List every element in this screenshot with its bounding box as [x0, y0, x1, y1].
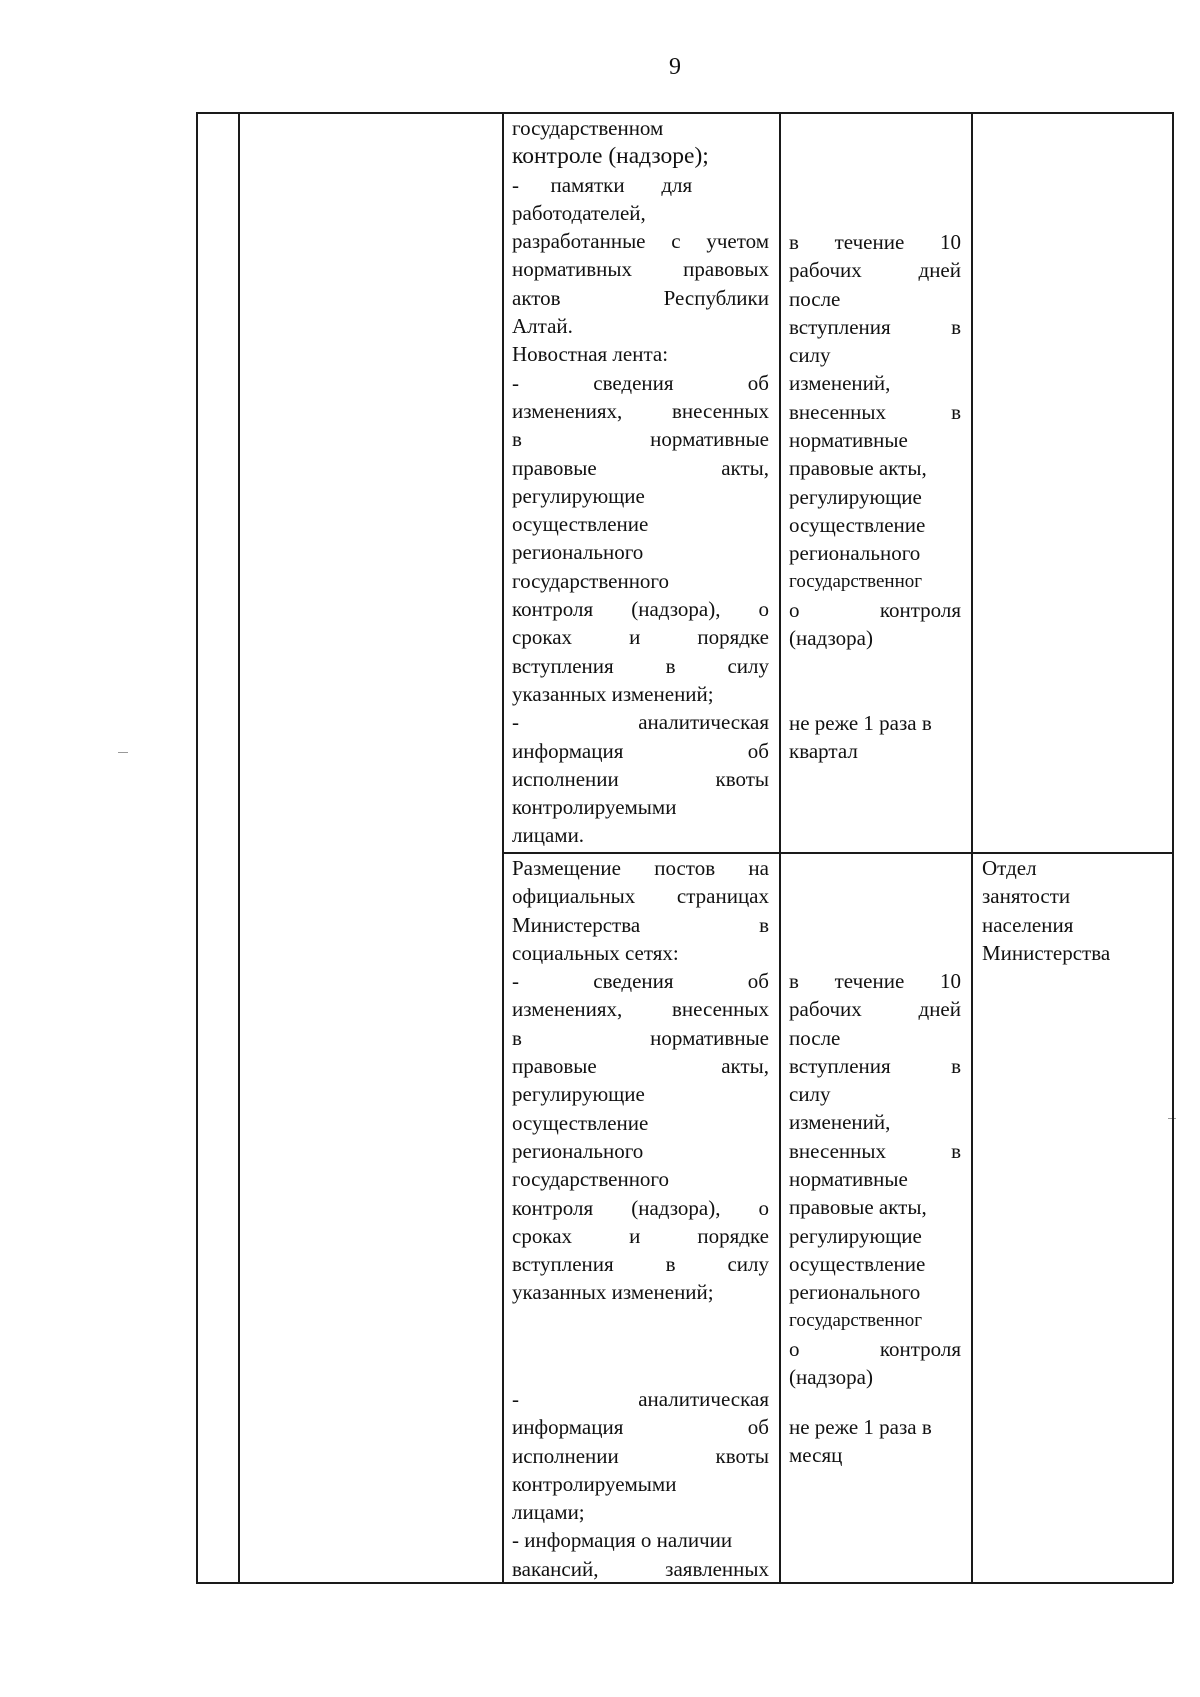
text-line: квартал [789, 739, 858, 764]
text-line: указанных изменений; [512, 1280, 714, 1305]
text-line: изменениях, внесенных [512, 997, 769, 1022]
text-line: изменений, [789, 371, 891, 396]
row2-frequency-cell [789, 1413, 961, 1470]
row1-content-cell [512, 114, 769, 850]
text-line: о контроля [789, 1336, 961, 1361]
text-line: исполнении квоты [512, 1443, 769, 1468]
text-line: регулирующие [789, 484, 922, 509]
text-line: изменениях, внесенных [512, 398, 769, 423]
text-line: исполнении квоты [512, 766, 769, 791]
text-line: внесенных в [789, 1138, 961, 1163]
text-line: контроля (надзора), о [512, 597, 769, 622]
text-line: в нормативные [512, 1025, 769, 1050]
text-line: - памятки для [512, 172, 693, 197]
column-border [1172, 112, 1174, 1583]
text-line: внесенных в [789, 399, 961, 424]
text-line: силу [789, 1082, 831, 1107]
text-line: регулирующие [512, 1082, 645, 1107]
text-line: государственного [512, 1167, 670, 1192]
text-line: государственног [789, 570, 923, 592]
text-line: силу [789, 343, 831, 368]
text-line: сроках и порядке [512, 625, 769, 650]
text-line: работодателей, [512, 200, 646, 225]
text-line: в нормативные [512, 427, 769, 452]
text-line: актов Республики [512, 285, 769, 310]
page-number: 9 [669, 54, 681, 80]
text-line: контроле (надзоре); [512, 143, 709, 170]
text-line: информация об [512, 1415, 769, 1440]
text-line: не реже 1 раза в [789, 1415, 932, 1439]
text-line: контролируемыми [512, 795, 677, 820]
text-line: указанных изменений; [512, 681, 714, 706]
column-border [971, 112, 973, 1583]
column-border [502, 112, 504, 1583]
text-line: - сведения об [512, 370, 769, 395]
text-line: вступления в силу [512, 1252, 769, 1277]
column-border [238, 112, 240, 1583]
text-line: правовые акты, [789, 1195, 927, 1220]
text-line: осуществление [512, 1110, 649, 1135]
row2-content-cell-continued [512, 1385, 769, 1583]
text-line: Отдел [982, 856, 1037, 880]
text-line: контроля (надзора), о [512, 1195, 769, 1220]
text-line: не реже 1 раза в [789, 711, 932, 735]
text-line: контролируемыми [512, 1471, 677, 1496]
text-line: после [789, 1025, 841, 1050]
text-line: регионального [789, 1280, 921, 1305]
column-border [196, 112, 198, 1583]
text-line: регионального [512, 540, 644, 565]
text-line: о контроля [789, 597, 961, 622]
text-line: - аналитическая [512, 1387, 769, 1411]
text-line: социальных сетях: [512, 940, 679, 965]
text-line: Алтай. [512, 314, 573, 339]
text-line: нормативные [789, 428, 908, 453]
text-line: месяц [789, 1443, 843, 1468]
text-line: Размещение постов на [512, 856, 769, 880]
text-line: регулирующие [789, 1223, 922, 1248]
text-line: - сведения об [512, 969, 769, 994]
text-line: лицами; [512, 1500, 585, 1525]
scan-mark [118, 752, 128, 753]
text-line: правовые акты, [512, 455, 769, 480]
text-line: осуществление [789, 512, 926, 537]
text-line: вакансий, заявленных [512, 1556, 769, 1581]
text-line: (надзора) [789, 626, 873, 651]
text-line: - аналитическая [512, 710, 769, 735]
text-line: разработанные с учетом [512, 229, 769, 254]
text-line: рабочих дней [789, 997, 961, 1022]
text-line: вступления в [789, 1053, 961, 1078]
text-line: Новостная лента: [512, 342, 669, 367]
text-line: рабочих дней [789, 258, 961, 283]
text-line: регионального [512, 1138, 644, 1163]
row1-term-cell [789, 228, 961, 652]
text-line: Министерства в [512, 912, 769, 937]
text-line: осуществление [789, 1251, 926, 1276]
text-line: сроках и порядке [512, 1223, 769, 1248]
text-line: в течение 10 [789, 969, 961, 993]
text-line: населения [982, 912, 1074, 937]
text-line: в течение 10 [789, 230, 961, 254]
column-border [779, 112, 781, 1583]
text-line: осуществление [512, 512, 649, 537]
text-line: изменений, [789, 1110, 891, 1135]
text-line: нормативные [789, 1167, 908, 1192]
row2-content-cell [512, 854, 769, 1307]
text-line: - информация о наличии [512, 1528, 733, 1553]
text-line: вступления в силу [512, 653, 769, 678]
row2-responsible-cell [982, 854, 1167, 967]
text-line: после [789, 286, 841, 311]
text-line: нормативных правовых [512, 257, 769, 282]
text-line: (надзора) [789, 1365, 873, 1390]
text-line: государственног [789, 1309, 923, 1331]
text-line: правовые акты, [789, 456, 927, 481]
row1-frequency-cell [789, 709, 961, 766]
text-line: государственном [512, 116, 664, 140]
row2-term-cell [789, 967, 961, 1391]
text-line: официальных страницах [512, 884, 769, 909]
text-line: информация об [512, 738, 769, 763]
text-line: лицами. [512, 823, 585, 848]
text-line: занятости [982, 884, 1071, 909]
text-line: регулирующие [512, 483, 645, 508]
text-line: правовые акты, [512, 1054, 769, 1079]
text-line: регионального [789, 541, 921, 566]
text-line: Министерства [982, 940, 1111, 965]
text-line: вступления в [789, 314, 961, 339]
text-line: государственного [512, 568, 670, 593]
